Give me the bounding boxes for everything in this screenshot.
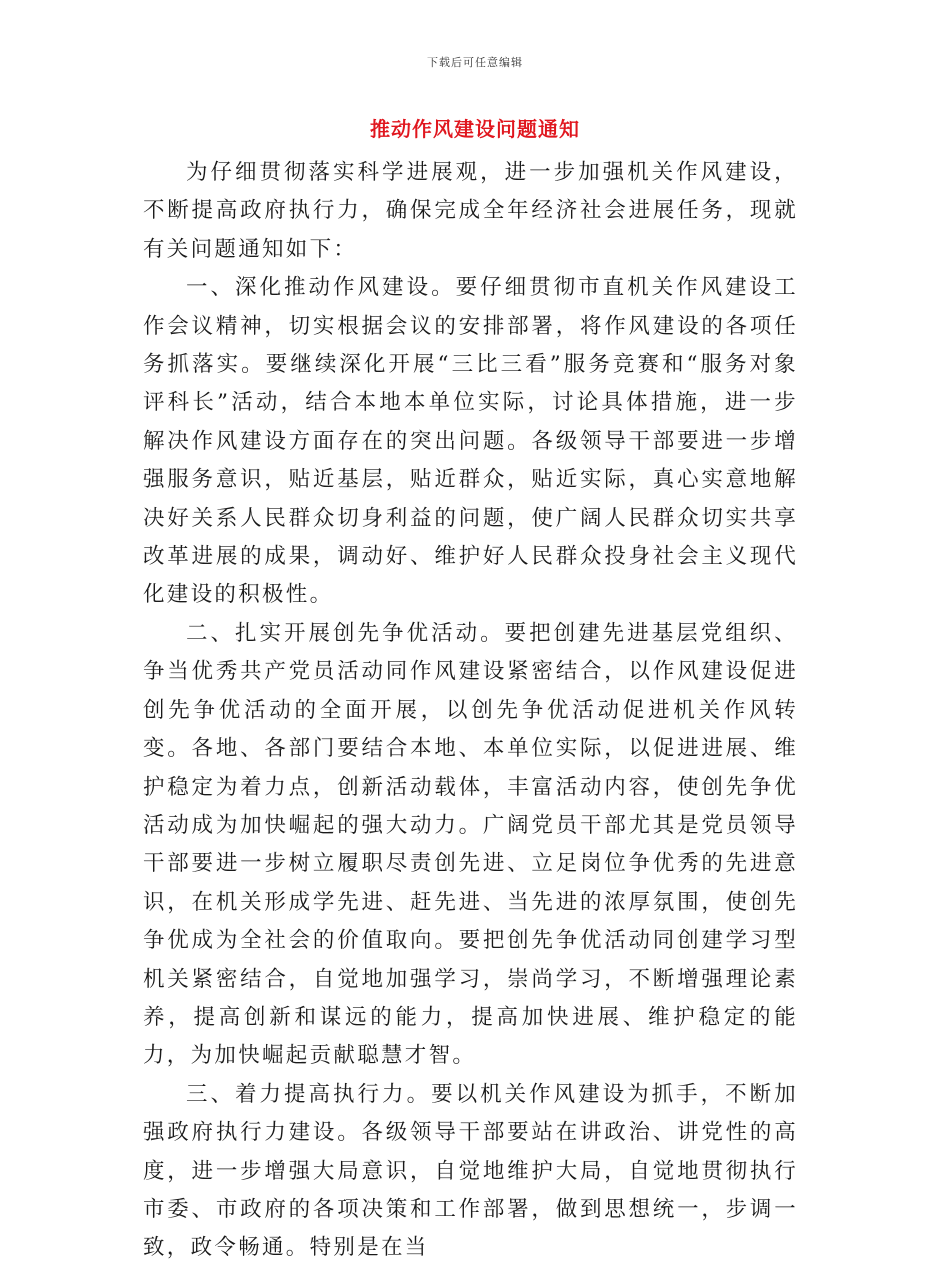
document-body xyxy=(143,154,798,1268)
document-title: 推动作风建设问题通知 xyxy=(370,117,580,141)
paragraph-section-3: 三、着力提高执行力。要以机关作风建设为抓手，不断加强政府执行力建设。各级领导干部要站在讲政治、讲党性的高度，进一步增强大局意识，自觉地维护大局，自觉地贯彻执行市委、市政府的各项决策和工作部署，做到思想统一，步调一致，政令畅通。特别是在当 xyxy=(143,1081,798,1261)
paragraph-section-1: 一、深化推动作风建设。要仔细贯彻市直机关作风建设工作会议精神，切实根据会议的安排部署，将作风建设的各项任务抓落实。要继续深化开展“三比三看”服务竞赛和“服务对象评科长”活动，结合本地本单位实际，讨论具体措施，进一步解决作风建设方面存在的突出问题。各级领导干部要进一步增强服务意识，贴近基层，贴近群众，贴近实际，真心实意地解决好关系人民群众切身利益的问题，使广阔人民群众切实共享改革进展的成果，调动好、维护好人民群众投身社会主义现代化建设的积极性。 xyxy=(143,275,798,608)
paragraph-section-2: 二、扎实开展创先争优活动。要把创建先进基层党组织、争当优秀共产党员活动同作风建设紧密结合，以作风建设促进创先争优活动的全面开展，以创先争优活动促进机关作风转变。各地、各部门要结合本地、本单位实际，以促进进展、维护稳定为着力点，创新活动载体，丰富活动内容，使创先争优活动成为加快崛起的强大动力。广阔党员干部尤其是党员领导干部要进一步树立履职尽责创先进、立足岗位争优秀的先进意识，在机关形成学先进、赶先进、当先进的浓厚氛围，使创先争优成为全社会的价值取向。要把创先争优活动同创建学习型机关紧密结合，自觉地加强学习，崇尚学习，不断增强理论素养，提高创新和谋远的能力，提高加快进展、维护稳定的能力，为加快崛起贡献聪慧才智。 xyxy=(143,620,798,1069)
header-note: 下载后可任意编辑 xyxy=(427,56,523,69)
paragraph-intro: 为仔细贯彻落实科学进展观，进一步加强机关作风建设，不断提高政府执行力，确保完成全年经济社会进展任务，现就有关问题通知如下： xyxy=(143,160,798,262)
